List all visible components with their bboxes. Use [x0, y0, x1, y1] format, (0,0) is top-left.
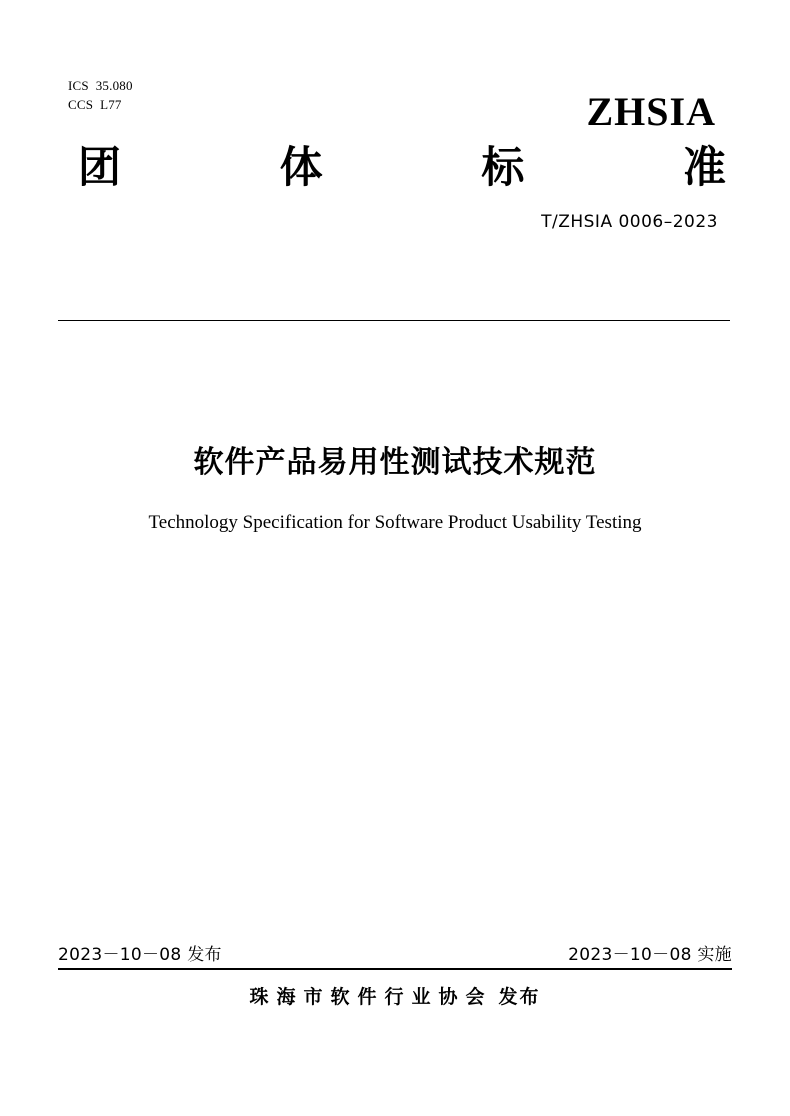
ics-code: ICS 35.080 — [68, 78, 133, 93]
ccs-code: CCS L77 — [68, 97, 122, 112]
classification-codes — [68, 76, 133, 114]
title-english: Technology Specification for Software Product Usability Testing — [148, 512, 642, 533]
banner-char-1: 团 — [78, 143, 121, 193]
banner-char-2: 体 — [279, 143, 323, 193]
banner-char-4: 准 — [682, 143, 726, 193]
footer-divider — [58, 968, 732, 970]
publisher-organization: 珠海市软件行业协会 — [249, 986, 493, 1008]
issue-date: 2023－10－08 发布 — [58, 945, 222, 965]
banner-group-standard — [78, 142, 726, 194]
publisher-verb: 发布 — [498, 986, 541, 1008]
standard-number: T/ZHSIA 0006–2023 — [541, 212, 718, 232]
banner-char-3: 标 — [481, 143, 525, 193]
title-chinese: 软件产品易用性测试技术规范 — [193, 445, 597, 480]
effective-date: 2023－10－08 实施 — [568, 945, 732, 965]
footer-dates — [58, 940, 732, 965]
publisher-line — [0, 982, 790, 1009]
zhsia-logo: ZHSIA — [586, 89, 716, 134]
header-divider — [58, 320, 730, 321]
